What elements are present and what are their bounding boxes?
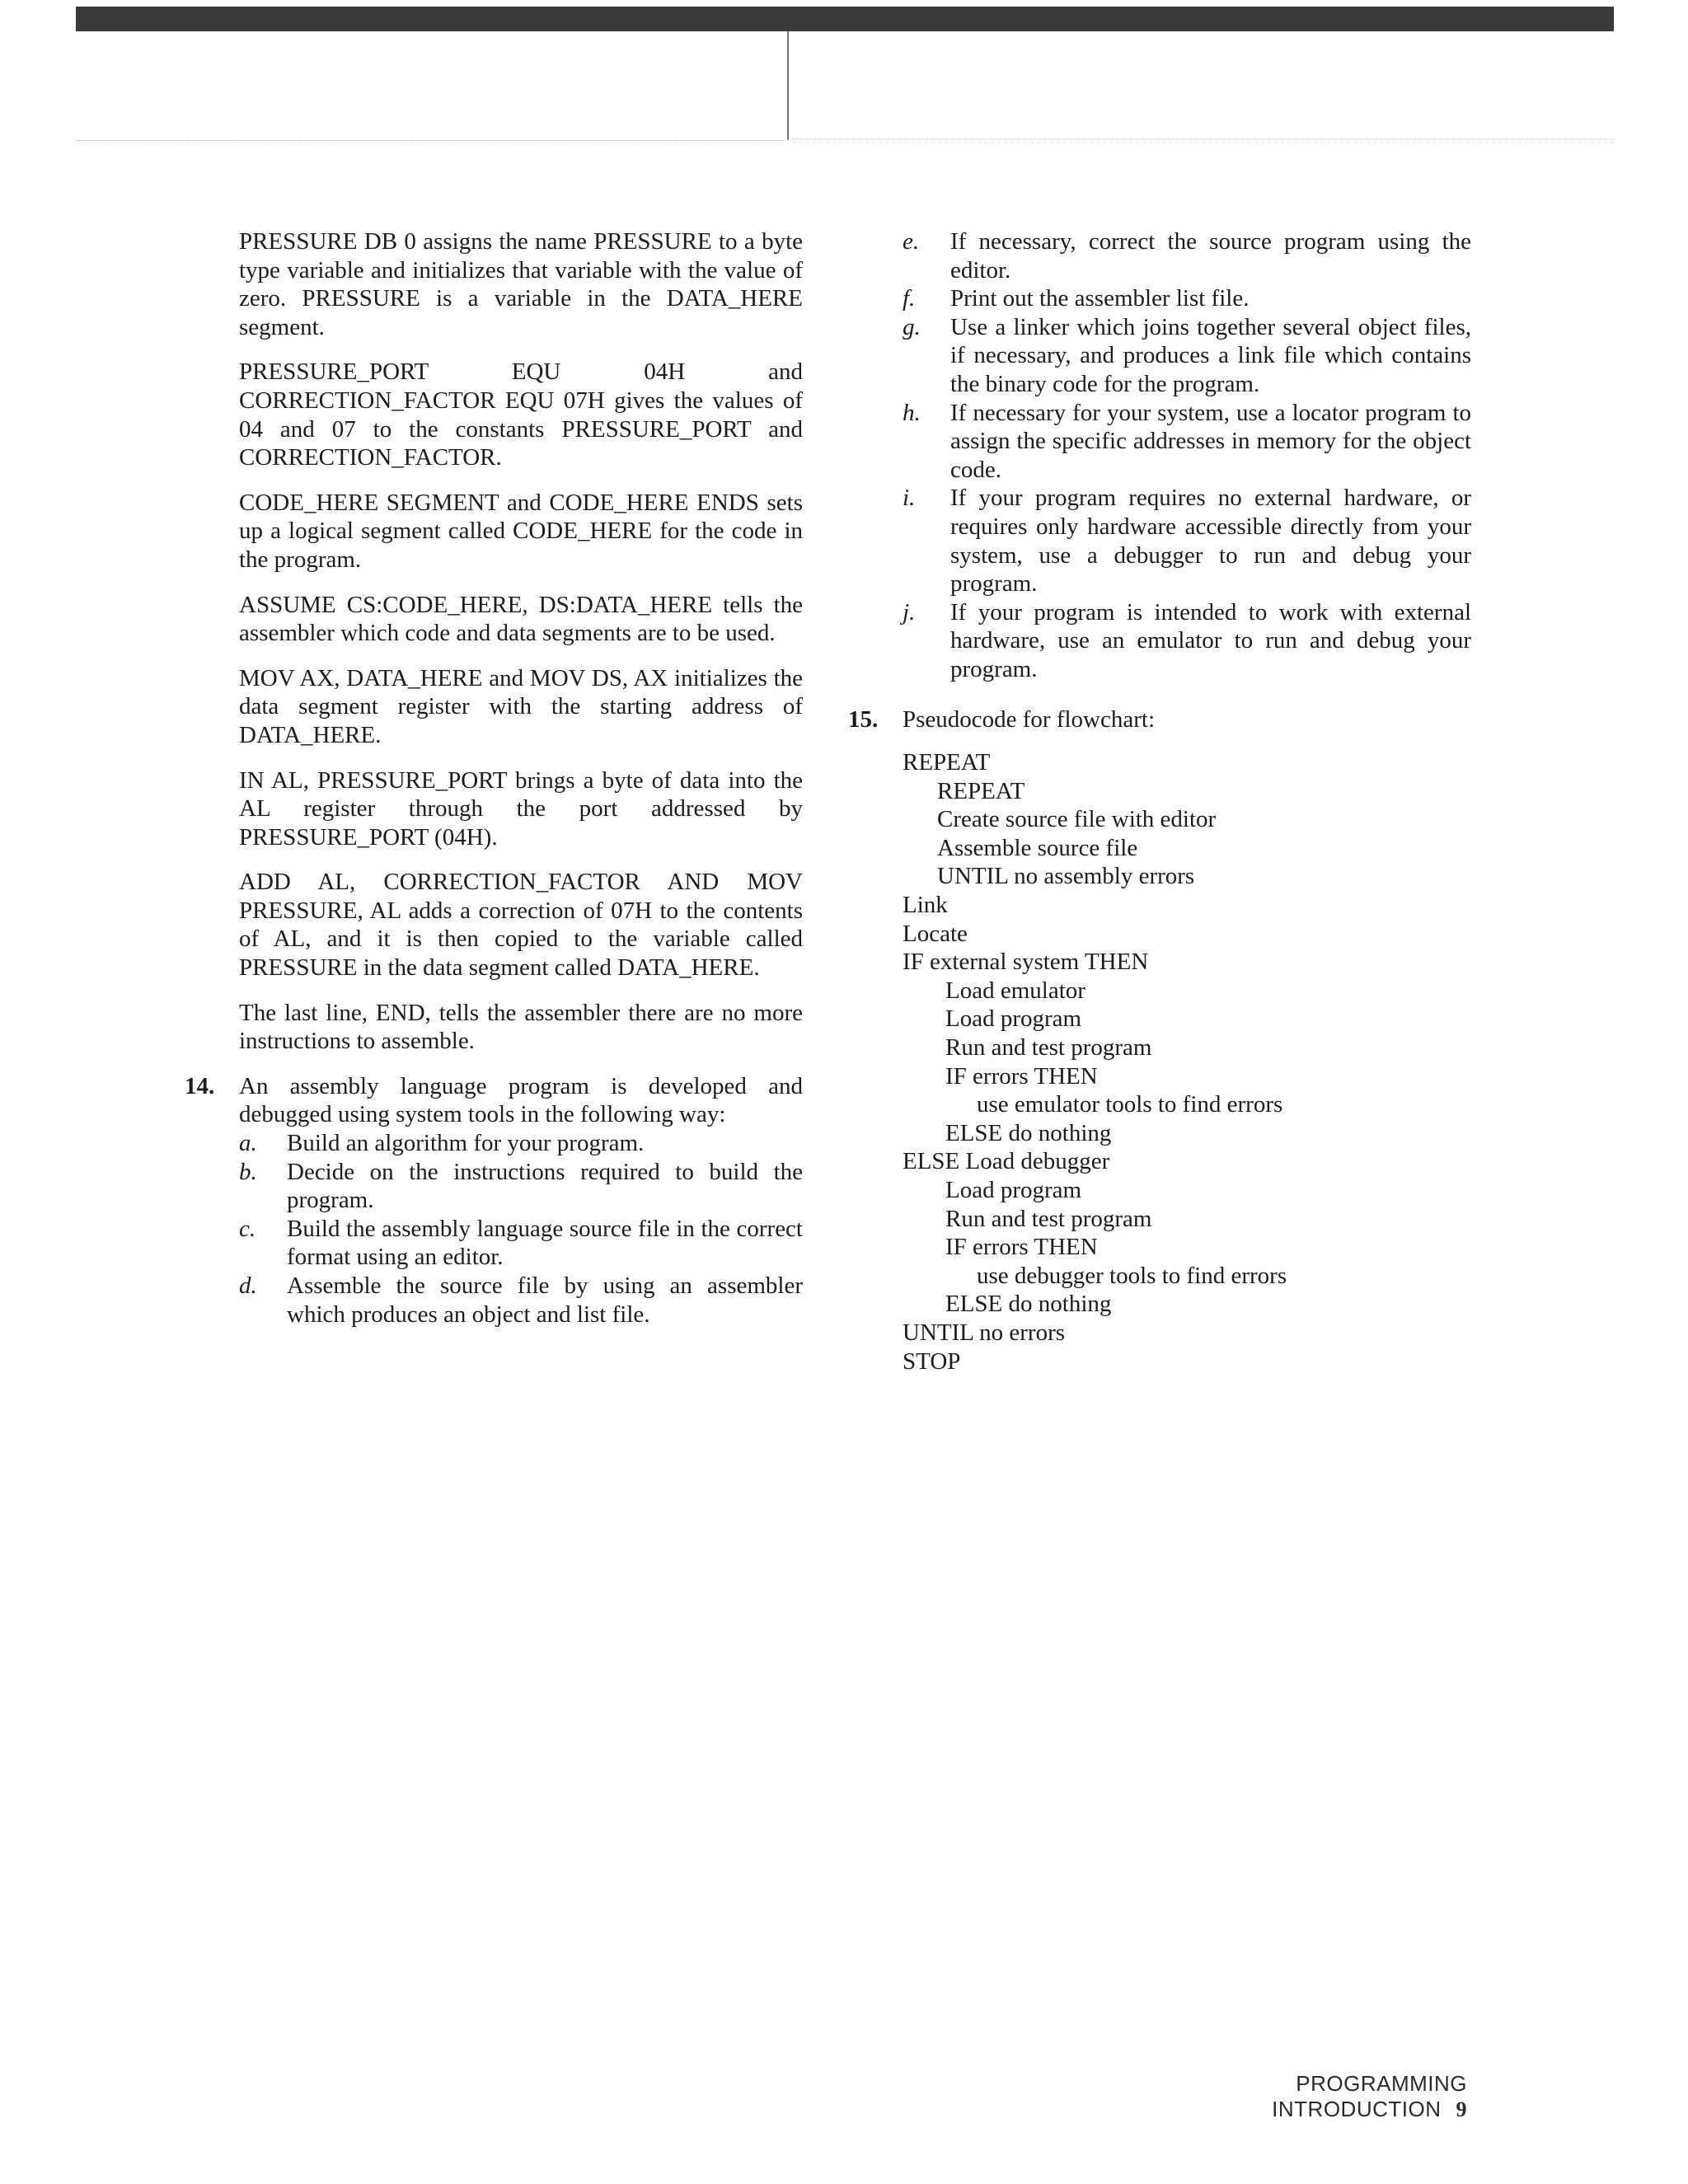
pseudocode-line: REPEAT [937,777,1025,804]
pseudocode-line: UNTIL no assembly errors [937,863,1195,890]
step-item [239,1215,803,1272]
pseudocode-line: Link [903,892,948,919]
step-text: If necessary for your system, use a locator program to assign the specific addresses in memory for the object code. [950,399,1471,483]
pseudocode-line: IF errors THEN [945,1234,1098,1261]
step-text: Assemble the source file by using an assembler which produces an object and list file. [287,1272,803,1328]
step-text: Build an algorithm for your program. [287,1130,645,1157]
pseudocode-line: use emulator tools to find errors [977,1091,1283,1118]
step-letter: h. [903,399,921,426]
pseudocode-block [903,748,1471,1376]
step-text: Print out the assembler list file. [950,285,1250,312]
step-letter: g. [903,313,921,340]
paragraph: IN AL, PRESSURE_PORT brings a byte of data into the AL register through the port addressed by PRESSURE_PORT (04H). [239,766,803,851]
numbered-item-14 [185,1072,803,1329]
pseudocode-line: Assemble source file [937,834,1138,861]
paragraph: MOV AX, DATA_HERE and MOV DS, AX initializes the data segment register with the starting address of DATA_HERE. [239,664,803,748]
pseudocode-line: Create source file with editor [937,806,1217,833]
pseudocode-line: Run and test program [945,1034,1152,1062]
right-column [848,227,1471,1392]
pseudocode-line: IF external system THEN [903,949,1149,976]
step-list [903,227,1471,684]
paragraph: PRESSURE_PORT EQU 04H and CORRECTION_FACTOR EQU 07H gives the values of 04 and 07 to the constants PRESSURE_PORT and CORRECTION_FACTOR. [239,359,803,471]
step-item [239,1158,803,1215]
step-letter: j. [903,598,916,626]
left-column [185,227,803,1345]
pseudocode-line: ELSE do nothing [945,1291,1112,1318]
step-item [903,313,1471,399]
step-text: Use a linker which joins together several object files, if necessary, and produces a link file which contains the binary code for the program. [950,313,1471,397]
step-text: Decide on the instructions required to build the program. [287,1158,803,1214]
scan-header-band [76,7,1614,31]
pseudocode-line: Locate [903,920,968,947]
step-letter: c. [239,1215,256,1242]
step-letter: e. [903,228,920,255]
item-text: Pseudocode for flowchart: [903,705,1156,733]
pseudocode-line: STOP [903,1347,961,1375]
paragraph: PRESSURE DB 0 assigns the name PRESSURE to a byte type variable and initializes that variable with the value of zero. PRESSURE is a variable in the DATA_HERE segment. [239,228,803,340]
page-number: 9 [1456,2097,1467,2121]
scan-margin-artifact-right [791,138,1614,141]
paragraph: CODE_HERE SEGMENT and CODE_HERE ENDS sets up a logical segment called CODE_HERE for the code in the program. [239,489,803,573]
page-footer [1096,2071,1467,2122]
item-text: An assembly language program is developed and debugged using system tools in the following way: [239,1072,803,1128]
pseudocode-line: UNTIL no errors [903,1319,1066,1346]
paragraph: The last line, END, tells the assembler there are no more instructions to assemble. [239,999,803,1055]
pseudocode-line: Load program [945,1177,1082,1203]
item-number: 15. [848,705,879,733]
step-letter: i. [903,485,916,512]
step-item [903,484,1471,598]
pseudocode-line: use debugger tools to find errors [977,1262,1287,1289]
numbered-item-15 [848,705,1471,1376]
pseudocode-line: IF errors THEN [945,1062,1098,1090]
scan-margin-artifact [76,31,785,141]
pseudocode-line: Load emulator [945,977,1085,1004]
pseudocode-line: Run and test program [945,1205,1152,1232]
step-letter: f. [903,285,916,312]
pseudocode-line: ELSE do nothing [945,1119,1112,1146]
step-item [239,1129,803,1158]
step-item [903,227,1471,284]
step-item [239,1272,803,1329]
step-item [903,399,1471,485]
running-footer-title: PROGRAMMING INTRODUCTION [1272,2071,1467,2121]
step-item [903,284,1471,313]
paragraph: ADD AL, CORRECTION_FACTOR AND MOV PRESSURE, AL adds a correction of 07H to the contents of AL, and it is then copied to the variable called PRESSURE in the data segment called DATA_HERE. [239,869,803,982]
step-text: Build the assembly language source file in the correct format using an editor. [287,1215,803,1271]
paragraph: ASSUME CS:CODE_HERE, DS:DATA_HERE tells the assembler which code and data segments are to be used. [239,591,803,647]
step-text: If your program is intended to work with external hardware, use an emulator to run and debug your program. [950,598,1471,682]
step-letter: d. [239,1272,257,1299]
step-text: If necessary, correct the source program using the editor. [950,228,1471,284]
step-letter: b. [239,1158,257,1185]
step-list [239,1129,803,1329]
pseudocode-line: Load program [945,1005,1082,1033]
step-letter: a. [239,1130,257,1157]
pseudocode-line: ELSE Load debugger [903,1148,1110,1175]
scan-rule-artifact [787,31,789,140]
step-text: If your program requires no external hardware, or requires only hardware accessible directly from your system, use a debugger to run and debug your program. [950,485,1471,598]
pseudocode-line: REPEAT [903,749,991,776]
item-number: 14. [185,1072,215,1099]
step-item [903,598,1471,684]
